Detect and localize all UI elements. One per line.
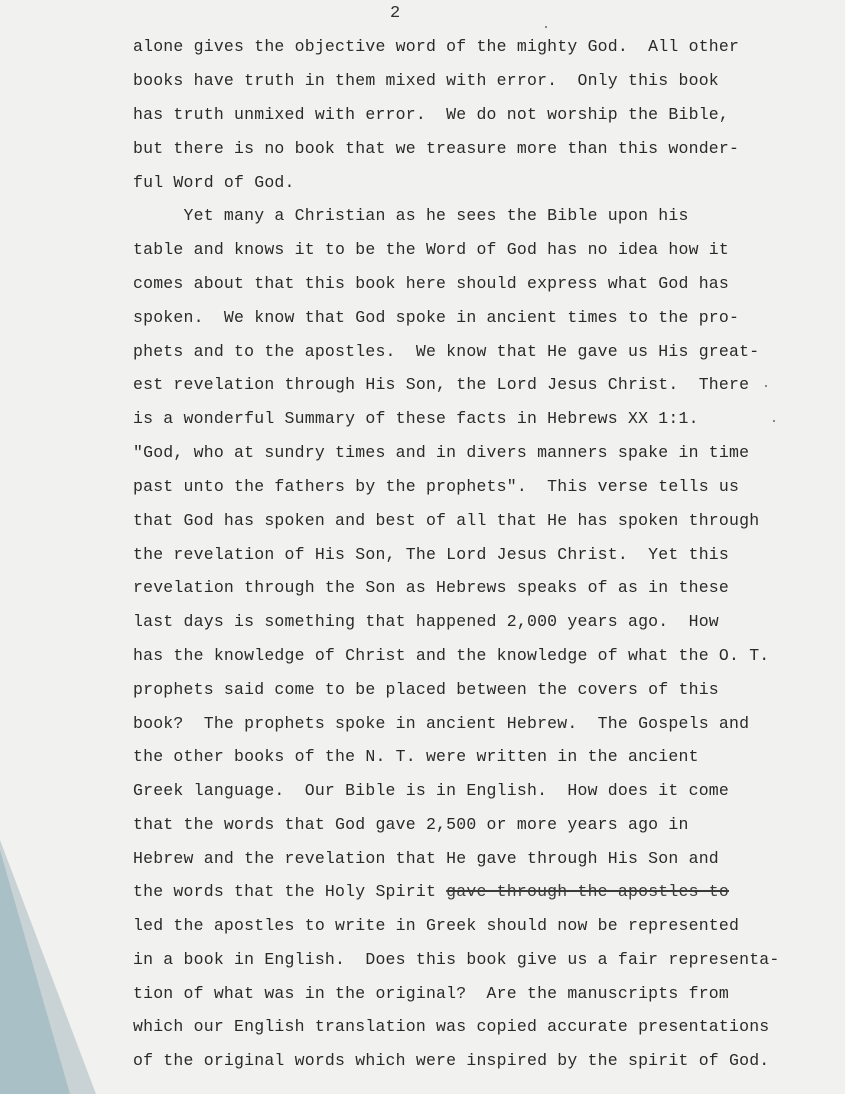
text-line: Hebrew and the revelation that He gave through His Son and — [133, 849, 719, 868]
text-line: Greek language. Our Bible is in English. How does it come — [133, 781, 729, 800]
text-line: spoken. We know that God spoke in ancient times to the pro- — [133, 308, 740, 327]
text-line: ful Word of God. — [133, 173, 295, 192]
text-line: has the knowledge of Christ and the knowledge of what the O. T. — [133, 646, 770, 665]
text-line: past unto the fathers by the prophets". This verse tells us — [133, 477, 740, 496]
paper-speck — [545, 26, 547, 28]
text-line: that God has spoken and best of all that He has spoken through — [133, 511, 760, 530]
paper-speck — [765, 385, 767, 387]
text-line: books have truth in them mixed with error. Only this book — [133, 71, 719, 90]
text-segment: the words that the Holy Spirit — [133, 882, 447, 901]
text-line: revelation through the Son as Hebrews speaks of as in these — [133, 578, 729, 597]
text-line: but there is no book that we treasure more than this wonder- — [133, 139, 740, 158]
paper-speck — [773, 420, 775, 422]
text-line: phets and to the apostles. We know that He gave us His great- — [133, 342, 760, 361]
text-line: of the original words which were inspired by the spirit of God. — [133, 1051, 770, 1070]
text-line: last days is something that happened 2,000 years ago. How — [133, 612, 719, 631]
text-line: book? The prophets spoke in ancient Hebrew. The Gospels and — [133, 714, 750, 733]
text-line: led the apostles to write in Greek should now be represented — [133, 916, 740, 935]
text-line: est revelation through His Son, the Lord Jesus Christ. There — [133, 375, 750, 394]
text-line-with-strikeout — [133, 882, 729, 902]
page-corner-fold — [0, 850, 70, 1094]
text-line: "God, who at sundry times and in divers manners spake in time — [133, 443, 750, 462]
text-line: the other books of the N. T. were written in the ancient — [133, 747, 699, 766]
text-line: which our English translation was copied accurate presentations — [133, 1017, 770, 1036]
text-line: tion of what was in the original? Are the manuscripts from — [133, 984, 729, 1003]
text-line: has truth unmixed with error. We do not worship the Bible, — [133, 105, 729, 124]
page-number: 2 — [390, 4, 401, 23]
text-line: in a book in English. Does this book give us a fair representa- — [133, 950, 780, 969]
text-line: Yet many a Christian as he sees the Bible upon his — [133, 206, 689, 225]
struck-text: gave through the apostles to — [446, 882, 730, 901]
text-line: comes about that this book here should express what God has — [133, 274, 729, 293]
text-line: alone gives the objective word of the mighty God. All other — [133, 37, 740, 56]
text-line: prophets said come to be placed between the covers of this — [133, 680, 719, 699]
text-line: table and knows it to be the Word of God has no idea how it — [133, 240, 729, 259]
text-line: is a wonderful Summary of these facts in Hebrews XX 1:1. — [133, 409, 699, 428]
text-line: the revelation of His Son, The Lord Jesus Christ. Yet this — [133, 545, 729, 564]
text-line: that the words that God gave 2,500 or more years ago in — [133, 815, 689, 834]
